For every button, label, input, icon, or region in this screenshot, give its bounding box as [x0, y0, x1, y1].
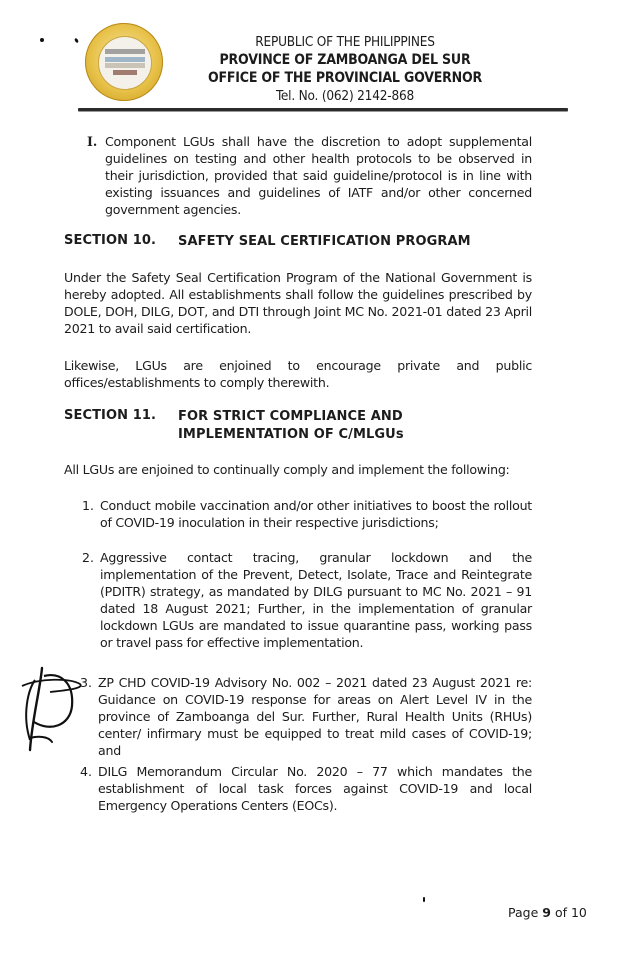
- section-11-intro: All LGUs are enjoined to continually comply and implement the following:: [64, 462, 510, 477]
- list-marker: 3.: [80, 675, 93, 690]
- header-divider: [78, 108, 568, 111]
- section-10-heading: [64, 233, 564, 253]
- list-item: ZP CHD COVID-19 Advisory No. 002 – 2021 dated 23 August 2021 re: Guidance on COVID-19 response for areas on Alert Level IV in the province of Zamboanga del Sur. Further, Rural Health Units (RHUs) center/ infirmary must be equipped to treat mild cases of COVID-19; and: [98, 675, 532, 758]
- section-11-heading: [64, 408, 574, 448]
- section-title: SAFETY SEAL CERTIFICATION PROGRAM: [178, 234, 471, 249]
- list-item: Conduct mobile vaccination and/or other initiatives to boost the rollout of COVID-19 inoculation in their respective jurisdictions;: [100, 498, 532, 530]
- page-current: 9: [542, 905, 551, 920]
- stray-mark: [423, 897, 425, 902]
- list-marker: 4.: [80, 764, 93, 779]
- item-marker: I.: [87, 134, 98, 149]
- page-prefix: Page: [508, 905, 539, 920]
- section-number: SECTION 11.: [64, 408, 157, 423]
- header-republic: REPUBLIC OF THE PHILIPPINES: [255, 34, 435, 50]
- list-marker: 2.: [82, 550, 95, 565]
- list-item: Aggressive contact tracing, granular lockdown and the implementation of the Prevent, Detect, Isolate, Trace and Reintegrate (PDITR) strategy, as mandated by DILG pursuant to MC No. 2021 – 91 dated 18 August 2021; Further, in the implementation of granular lockdown LGUs are mandated to issue quarantine pass, working pass or travel pass for effective implementation.: [100, 550, 532, 650]
- header-office: OFFICE OF THE PROVINCIAL GOVERNOR: [207, 70, 483, 86]
- section-title: FOR STRICT COMPLIANCE AND IMPLEMENTATION OF C/MLGUs: [178, 409, 404, 442]
- list-item: DILG Memorandum Circular No. 2020 – 77 which mandates the establishment of local task forces against COVID-19 and local Emergency Operations Centers (EOCs).: [98, 764, 532, 813]
- header-telephone: Tel. No. (062) 2142-868: [275, 88, 415, 104]
- section-10-paragraph: Likewise, LGUs are enjoined to encourage private and public offices/establishments to comply therewith.: [64, 358, 532, 390]
- list-marker: 1.: [82, 498, 95, 513]
- page-number: [508, 905, 587, 920]
- section-10-paragraph: Under the Safety Seal Certification Program of the National Government is hereby adopted. All establishments shall follow the guidelines prescribed by DOLE, DOH, DILG, DOT, and DTI through Joint MC No. 2021-01 dated 23 April 2021 to avail said certification.: [64, 270, 532, 336]
- item-i-text: Component LGUs shall have the discretion to adopt supplemental guidelines on testing and other health protocols to be observed in their jurisdiction, provided that said guideline/protocol is in line with existing issuances and guidelines of IATF and/or other concerned government agencies.: [105, 134, 532, 217]
- page-total: of 10: [554, 905, 587, 920]
- section-number: SECTION 10.: [64, 233, 157, 248]
- header-province: PROVINCE OF ZAMBOANGA DEL SUR: [219, 52, 471, 68]
